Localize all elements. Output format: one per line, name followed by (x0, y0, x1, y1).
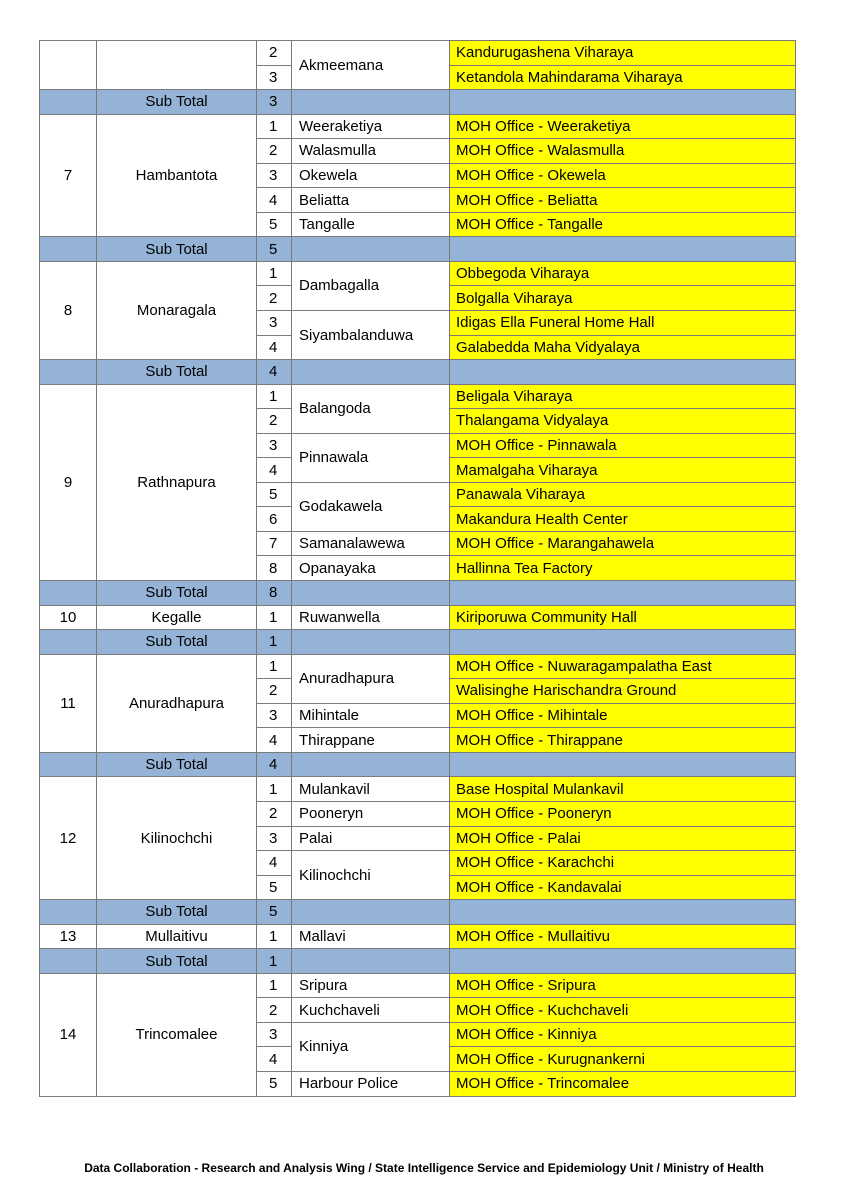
district-number: 10 (40, 605, 97, 630)
subtotal-blank-cell (450, 900, 796, 925)
serial-number: 1 (257, 777, 292, 802)
subtotal-label: Sub Total (97, 630, 257, 655)
subtotal-blank-cell (292, 581, 450, 606)
vaccination-center: Panawala Viharaya (450, 482, 796, 507)
serial-number: 2 (257, 409, 292, 434)
vaccination-center: Ketandola Mahindarama Viharaya (450, 65, 796, 90)
serial-number: 7 (257, 531, 292, 556)
moh-area: Thirappane (292, 728, 450, 753)
subtotal-blank-cell (40, 360, 97, 385)
vaccination-center: Beligala Viharaya (450, 384, 796, 409)
serial-number: 2 (257, 139, 292, 164)
subtotal-blank-cell (40, 581, 97, 606)
subtotal-value: 5 (257, 900, 292, 925)
vaccination-center: MOH Office - Pinnawala (450, 433, 796, 458)
district-name: Kilinochchi (97, 777, 257, 900)
vaccination-center: MOH Office - Thirappane (450, 728, 796, 753)
serial-number: 4 (257, 851, 292, 876)
serial-number: 3 (257, 65, 292, 90)
subtotal-row (40, 630, 796, 655)
vaccination-center: MOH Office - Weeraketiya (450, 114, 796, 139)
subtotal-value: 8 (257, 581, 292, 606)
moh-area: Okewela (292, 163, 450, 188)
subtotal-blank-cell (40, 949, 97, 974)
subtotal-value: 3 (257, 90, 292, 115)
subtotal-label: Sub Total (97, 360, 257, 385)
table-row (40, 605, 796, 630)
table-row (40, 973, 796, 998)
moh-area: Opanayaka (292, 556, 450, 581)
serial-number: 1 (257, 384, 292, 409)
moh-area: Kinniya (292, 1022, 450, 1071)
district-name: Trincomalee (97, 973, 257, 1096)
vaccination-center: Kiriporuwa Community Hall (450, 605, 796, 630)
vaccination-center: MOH Office - Kuchchaveli (450, 998, 796, 1023)
subtotal-blank-cell (292, 360, 450, 385)
subtotal-blank-cell (292, 630, 450, 655)
serial-number: 5 (257, 212, 292, 237)
subtotal-blank-cell (292, 237, 450, 262)
district-number: 8 (40, 261, 97, 359)
moh-area: Siyambalanduwa (292, 311, 450, 360)
vaccination-center: Base Hospital Mulankavil (450, 777, 796, 802)
serial-number: 6 (257, 507, 292, 532)
serial-number: 1 (257, 924, 292, 949)
serial-number: 5 (257, 482, 292, 507)
serial-number: 3 (257, 433, 292, 458)
vaccination-center: Thalangama Vidyalaya (450, 409, 796, 434)
serial-number: 1 (257, 605, 292, 630)
vaccination-center: Makandura Health Center (450, 507, 796, 532)
serial-number: 8 (257, 556, 292, 581)
serial-number: 4 (257, 458, 292, 483)
subtotal-value: 1 (257, 949, 292, 974)
vaccination-center: Galabedda Maha Vidyalaya (450, 335, 796, 360)
subtotal-blank-cell (292, 949, 450, 974)
subtotal-blank-cell (40, 900, 97, 925)
subtotal-row (40, 360, 796, 385)
vaccination-center: MOH Office - Karachchi (450, 851, 796, 876)
serial-number: 1 (257, 114, 292, 139)
subtotal-label: Sub Total (97, 949, 257, 974)
subtotal-blank-cell (292, 90, 450, 115)
subtotal-blank-cell (450, 949, 796, 974)
serial-number: 4 (257, 1047, 292, 1072)
table-row (40, 924, 796, 949)
subtotal-label: Sub Total (97, 752, 257, 777)
serial-number: 2 (257, 679, 292, 704)
moh-area: Kuchchaveli (292, 998, 450, 1023)
vaccination-center: MOH Office - Mullaitivu (450, 924, 796, 949)
district-number: 7 (40, 114, 97, 237)
serial-number: 3 (257, 311, 292, 336)
subtotal-blank-cell (450, 581, 796, 606)
serial-number: 2 (257, 41, 292, 66)
subtotal-row (40, 949, 796, 974)
subtotal-value: 5 (257, 237, 292, 262)
serial-number: 1 (257, 261, 292, 286)
district-name: Anuradhapura (97, 654, 257, 752)
subtotal-label: Sub Total (97, 237, 257, 262)
moh-area: Palai (292, 826, 450, 851)
serial-number: 5 (257, 875, 292, 900)
subtotal-blank-cell (40, 752, 97, 777)
moh-area: Mulankavil (292, 777, 450, 802)
district-name (97, 41, 257, 90)
subtotal-blank-cell (40, 90, 97, 115)
moh-area: Harbour Police (292, 1071, 450, 1096)
subtotal-blank-cell (40, 237, 97, 262)
serial-number: 3 (257, 703, 292, 728)
subtotal-value: 1 (257, 630, 292, 655)
moh-area: Weeraketiya (292, 114, 450, 139)
vaccination-center: Bolgalla Viharaya (450, 286, 796, 311)
vaccination-center: MOH Office - Marangahawela (450, 531, 796, 556)
vaccination-center: Obbegoda Viharaya (450, 261, 796, 286)
moh-area: Samanalawewa (292, 531, 450, 556)
serial-number: 2 (257, 998, 292, 1023)
table-row (40, 777, 796, 802)
vaccination-center: Mamalgaha Viharaya (450, 458, 796, 483)
moh-area: Dambagalla (292, 261, 450, 310)
vaccination-center: MOH Office - Trincomalee (450, 1071, 796, 1096)
table-row (40, 654, 796, 679)
vaccination-centers-table (39, 40, 796, 1097)
moh-area: Sripura (292, 973, 450, 998)
subtotal-blank-cell (450, 630, 796, 655)
table-row (40, 41, 796, 66)
district-name: Kegalle (97, 605, 257, 630)
district-number (40, 41, 97, 90)
moh-area: Balangoda (292, 384, 450, 433)
moh-area: Tangalle (292, 212, 450, 237)
subtotal-label: Sub Total (97, 581, 257, 606)
vaccination-center: MOH Office - Beliatta (450, 188, 796, 213)
subtotal-label: Sub Total (97, 900, 257, 925)
district-number: 11 (40, 654, 97, 752)
subtotal-label: Sub Total (97, 90, 257, 115)
subtotal-row (40, 900, 796, 925)
moh-area: Mallavi (292, 924, 450, 949)
serial-number: 1 (257, 973, 292, 998)
subtotal-row (40, 237, 796, 262)
moh-area: Mihintale (292, 703, 450, 728)
moh-area: Godakawela (292, 482, 450, 531)
vaccination-center: MOH Office - Kurugnankerni (450, 1047, 796, 1072)
district-name: Mullaitivu (97, 924, 257, 949)
moh-area: Ruwanwella (292, 605, 450, 630)
subtotal-blank-cell (450, 90, 796, 115)
subtotal-value: 4 (257, 752, 292, 777)
moh-area: Anuradhapura (292, 654, 450, 703)
vaccination-center: Idigas Ella Funeral Home Hall (450, 311, 796, 336)
vaccination-center: MOH Office - Sripura (450, 973, 796, 998)
serial-number: 5 (257, 1071, 292, 1096)
subtotal-value: 4 (257, 360, 292, 385)
serial-number: 2 (257, 801, 292, 826)
subtotal-blank-cell (292, 900, 450, 925)
subtotal-row (40, 752, 796, 777)
district-number: 9 (40, 384, 97, 580)
footer-credit: Data Collaboration - Research and Analysis Wing / State Intelligence Service and Epidemiology Unit / Ministry of Health (84, 1161, 764, 1175)
moh-area: Pinnawala (292, 433, 450, 482)
vaccination-center: Hallinna Tea Factory (450, 556, 796, 581)
subtotal-row (40, 90, 796, 115)
district-number: 14 (40, 973, 97, 1096)
vaccination-center: MOH Office - Palai (450, 826, 796, 851)
moh-area: Akmeemana (292, 41, 450, 90)
table-row (40, 261, 796, 286)
subtotal-blank-cell (450, 752, 796, 777)
moh-area: Pooneryn (292, 801, 450, 826)
vaccination-center: MOH Office - Okewela (450, 163, 796, 188)
moh-area: Walasmulla (292, 139, 450, 164)
serial-number: 3 (257, 826, 292, 851)
vaccination-center: MOH Office - Pooneryn (450, 801, 796, 826)
moh-area: Kilinochchi (292, 851, 450, 900)
district-number: 12 (40, 777, 97, 900)
subtotal-blank-cell (292, 752, 450, 777)
serial-number: 4 (257, 188, 292, 213)
vaccination-center: MOH Office - Mihintale (450, 703, 796, 728)
district-name: Rathnapura (97, 384, 257, 580)
vaccination-center: Kandurugashena Viharaya (450, 41, 796, 66)
serial-number: 4 (257, 728, 292, 753)
serial-number: 2 (257, 286, 292, 311)
subtotal-blank-cell (40, 630, 97, 655)
vaccination-center: MOH Office - Nuwaragampalatha East (450, 654, 796, 679)
serial-number: 3 (257, 163, 292, 188)
district-name: Monaragala (97, 261, 257, 359)
vaccination-center: Walisinghe Harischandra Ground (450, 679, 796, 704)
serial-number: 4 (257, 335, 292, 360)
vaccination-center: MOH Office - Kandavalai (450, 875, 796, 900)
vaccination-center: MOH Office - Walasmulla (450, 139, 796, 164)
vaccination-center: MOH Office - Tangalle (450, 212, 796, 237)
serial-number: 1 (257, 654, 292, 679)
table-row (40, 114, 796, 139)
district-name: Hambantota (97, 114, 257, 237)
subtotal-blank-cell (450, 237, 796, 262)
district-number: 13 (40, 924, 97, 949)
subtotal-blank-cell (450, 360, 796, 385)
vaccination-center: MOH Office - Kinniya (450, 1022, 796, 1047)
table-row (40, 384, 796, 409)
subtotal-row (40, 581, 796, 606)
serial-number: 3 (257, 1022, 292, 1047)
moh-area: Beliatta (292, 188, 450, 213)
table-body (40, 41, 796, 1097)
